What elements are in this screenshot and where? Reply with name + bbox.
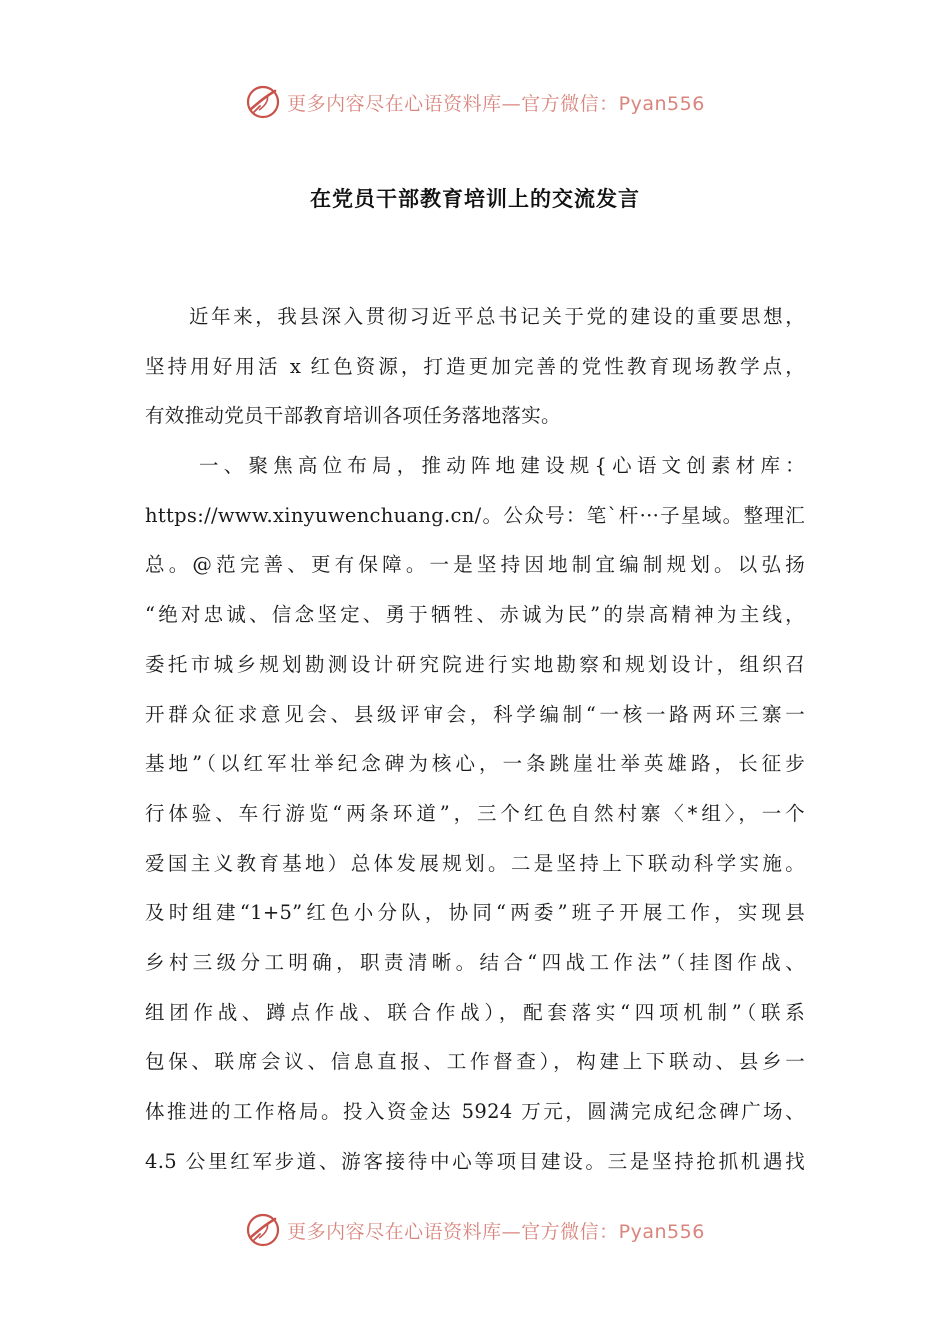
paragraph-line: 委托市城乡规划勘测设计研究院进行实地勘察和规划设计，组织召 xyxy=(145,652,805,676)
paragraph-line: 及时组建“1+5”红色小分队，协同“两委”班子开展工作，实现县 xyxy=(145,901,805,925)
watermark-text xyxy=(287,1217,705,1244)
pen-logo-icon xyxy=(245,1212,281,1248)
pen-logo-icon xyxy=(245,84,281,120)
paragraph-line: https://www.xinyuwenchuang.cn/。公众号：笔`杆···子星域。整理汇 xyxy=(145,503,805,527)
document-body xyxy=(145,292,805,1186)
watermark-text-cn: 更多内容尽在心语资料库—官方微信： xyxy=(287,92,619,115)
paragraph-section-one xyxy=(145,441,805,1186)
paragraph-line: “绝对忠诚、信念坚定、勇于牺牲、赤诚为民”的崇高精神为主线， xyxy=(145,603,805,627)
paragraph-line: 组团作战、蹲点作战、联合作战），配套落实“四项机制”（联系 xyxy=(145,1000,805,1024)
paragraph-line: 爱国主义教育基地）总体发展规划。二是坚持上下联动科学实施。 xyxy=(145,851,805,875)
paragraph-line: 行体验、车行游览“两条环道”，三个红色自然村寨〈*组〉，一个 xyxy=(145,801,805,825)
paragraph-line: 近年来，我县深入贯彻习近平总书记关于党的建设的重要思想， xyxy=(189,305,805,328)
paragraph-line: 体推进的工作格局。投入资金达 5924 万元，圆满完成纪念碑广场、 xyxy=(145,1100,805,1123)
watermark-text-cn: 更多内容尽在心语资料库—官方微信： xyxy=(287,1220,619,1243)
paragraph-line: 基地”（以红军壮举纪念碑为核心，一条跳崖壮举英雄路，长征步 xyxy=(145,752,805,776)
watermark-text xyxy=(287,89,705,116)
paragraph-line: 乡村三级分工明确，职责清晰。结合“四战工作法”（挂图作战、 xyxy=(145,950,805,974)
paragraph-line: 坚持用好用活 x 红色资源，打造更加完善的党性教育现场教学点， xyxy=(145,354,805,378)
header-watermark xyxy=(0,82,950,122)
watermark-wechat-id: Pyan556 xyxy=(618,92,705,115)
paragraph-line: 包保、联席会议、信息直报、工作督查），构建上下联动、县乡一 xyxy=(145,1050,805,1074)
paragraph-line: 总。@范完善、更有保障。一是坚持因地制宜编制规划。以弘扬 xyxy=(145,553,805,577)
document-title: 在党员干部教育培训上的交流发言 xyxy=(310,187,640,211)
paragraph-line: 开群众征求意见会、县级评审会，科学编制“一核一路两环三寨一 xyxy=(145,702,805,726)
paragraph-intro xyxy=(145,292,805,441)
paragraph-line: 一、聚焦高位布局，推动阵地建设规{心语文创素材库： xyxy=(199,454,805,478)
paragraph-line: 4.5 公里红军步道、游客接待中心等项目建设。三是坚持抢抓机遇找 xyxy=(145,1149,805,1173)
paragraph-line: 有效推动党员干部教育培训各项任务落地落实。 xyxy=(145,404,561,428)
watermark-wechat-id: Pyan556 xyxy=(618,1220,705,1243)
footer-watermark xyxy=(0,1210,950,1250)
